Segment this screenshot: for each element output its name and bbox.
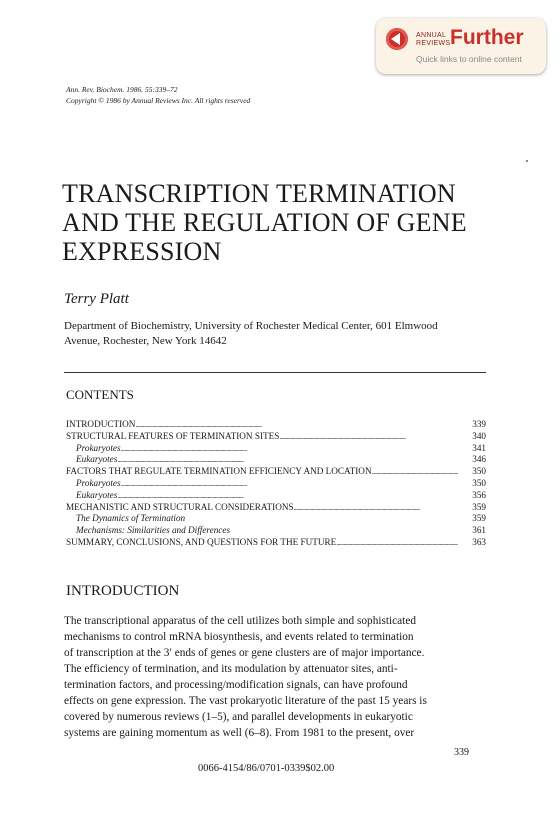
title-line-2: AND THE REGULATION OF GENE [62, 208, 467, 237]
body-line: effects on gene expression. The vast prokaryotic literature of the past 15 years is [64, 695, 427, 707]
toc-entry[interactable] [66, 502, 486, 514]
toc-entry[interactable] [66, 537, 486, 549]
toc-entry-title: Prokaryotes [76, 442, 121, 453]
introduction-body [64, 613, 488, 741]
toc-subentry[interactable] [66, 490, 486, 502]
toc-entry-page: 359 [472, 501, 486, 512]
toc-entry-page: 340 [472, 430, 486, 441]
toc-entry-title: STRUCTURAL FEATURES OF TERMINATION SITES [66, 430, 280, 441]
body-line: mechanisms to control mRNA biosynthesis, and events related to termination [64, 631, 414, 643]
page-number: 339 [454, 747, 469, 758]
badge-further-word: Further [450, 26, 524, 49]
toc-entry-title: FACTORS THAT REGULATE TERMINATION EFFICIENCY AND LOCATION [66, 466, 372, 477]
citation-copyright: Copyright © 1986 by Annual Reviews Inc. All rights reserved [66, 96, 251, 105]
toc-entry-page: 350 [472, 466, 486, 477]
toc-subentry[interactable] [66, 443, 486, 455]
toc-entry-page: 350 [472, 477, 486, 488]
toc-entry-page: 341 [472, 442, 486, 453]
toc-entry-title: SUMMARY, CONCLUSIONS, AND QUESTIONS FOR THE FUTURE [66, 536, 337, 547]
table-of-contents [66, 419, 486, 549]
toc-subentry[interactable] [66, 513, 486, 525]
title-line-1: TRANSCRIPTION TERMINATION [62, 179, 456, 208]
contents-heading: CONTENTS [66, 387, 134, 402]
toc-entry-title: Mechanisms: Similarities and Differences [76, 525, 231, 536]
introduction-heading: INTRODUCTION [66, 583, 180, 599]
toc-entry-title: Eukaryotes [76, 454, 118, 465]
affiliation-line-1: Department of Biochemistry, University of Rochester Medical Center, 601 Elmwood [64, 320, 438, 332]
toc-entry[interactable] [66, 419, 486, 431]
article-title [62, 179, 467, 266]
toc-entry-page: 356 [472, 489, 486, 500]
section-divider [64, 372, 486, 373]
badge-subtitle: Quick links to online content [416, 54, 522, 64]
annual-reviews-play-icon [386, 28, 408, 50]
toc-entry-title: Eukaryotes [76, 489, 118, 500]
toc-entry-page: 346 [472, 454, 486, 465]
toc-entry-title: Prokaryotes [76, 477, 121, 488]
article-code-footer: 0066-4154/86/0701-0339$02.00 [198, 763, 335, 774]
toc-entry[interactable] [66, 466, 486, 478]
body-line: termination factors, and processing/modification signals, can have profound [64, 679, 408, 691]
citation [66, 84, 250, 106]
body-line: systems are gaining momentum as well (6–8). From 1981 to the present, over [64, 727, 415, 739]
citation-journal: Ann. Rev. Biochem. 1986. 55:339–72 [66, 85, 178, 94]
affiliation-line-2: Avenue, Rochester, New York 14642 [64, 335, 227, 347]
body-line: The transcriptional apparatus of the cell utilizes both simple and sophisticated [64, 615, 416, 627]
badge-brand-line2: REVIEWS [416, 40, 451, 47]
body-line: The efficiency of termination, and its modulation by attenuator sites, anti- [64, 663, 398, 675]
toc-subentry[interactable] [66, 454, 486, 466]
body-line: covered by numerous reviews (1–5), and parallel developments in eukaryotic [64, 711, 413, 723]
further-badge[interactable] [376, 18, 546, 74]
toc-entry[interactable] [66, 431, 486, 443]
toc-entry-title: INTRODUCTION [66, 419, 136, 429]
title-line-3: EXPRESSION [62, 237, 222, 266]
toc-entry-page: 359 [472, 513, 486, 524]
badge-brand-line1: ANNUAL [416, 32, 447, 39]
toc-entry-title: MECHANISTIC AND STRUCTURAL CONSIDERATIONS [66, 501, 294, 512]
toc-subentry[interactable] [66, 525, 486, 537]
toc-entry-title: The Dynamics of Termination [76, 513, 186, 524]
stray-dot [526, 160, 528, 162]
toc-subentry[interactable] [66, 478, 486, 490]
toc-entry-page: 339 [472, 419, 486, 429]
author-name: Terry Platt [64, 291, 129, 307]
author-affiliation [64, 319, 484, 349]
toc-entry-page: 363 [472, 536, 486, 547]
body-line: of transcription at the 3′ ends of genes or gene clusters are of major importance. [64, 647, 425, 659]
toc-entry-page: 361 [472, 525, 486, 536]
